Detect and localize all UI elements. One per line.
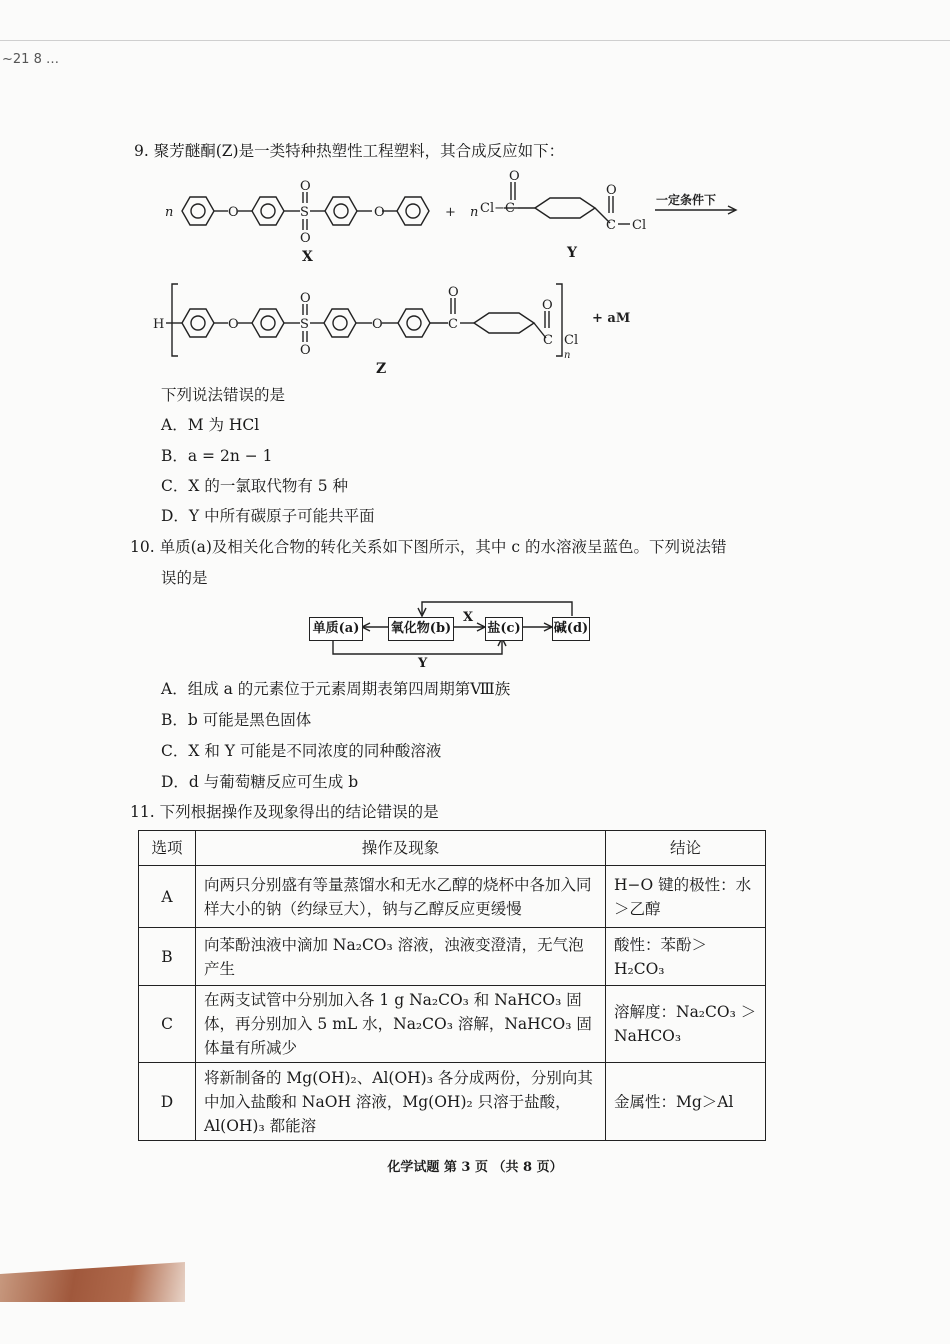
benzene-ring [397,197,429,225]
question-10-text-line2: 误的是 [161,569,208,587]
coefficient-n: n [165,205,174,220]
table-header-row [139,831,766,866]
results-table [138,830,766,1141]
question-10-option-d: D．d 与葡萄糖反应可生成 b [161,773,359,791]
cyclohexane-ring [474,313,534,333]
diagram-label-x: X [463,610,474,625]
diagram-label-y: Y [418,656,428,671]
row-conclusion: 溶解度：Na₂CO₃ ＞ NaHCO₃ [606,986,766,1063]
row-conclusion: 金属性：Mg＞Al [606,1063,766,1141]
benzene-ring [325,197,357,225]
table-row [139,866,766,928]
row-operation: 在两支试管中分别加入各 1 g Na₂CO₃ 和 NaHCO₃ 固体，再分别加入 5 mL 水，Na₂CO₃ 溶解，NaHCO₃ 固体量有所减少 [196,986,606,1063]
row-operation: 向两只分别盛有等量蒸馏水和无水乙醇的烧杯中各加入同样大小的钠（约绿豆大），钠与乙醇反应更缓慢 [196,866,606,928]
box-salt-c: 盐(c) [485,617,523,641]
header-operation: 操作及现象 [196,831,606,866]
question-10-option-a: A．组成 a 的元素位于元素周期表第四周期第Ⅷ族 [161,680,511,698]
cyclohexane-ring [535,198,595,218]
row-conclusion: H−O 键的极性：水＞乙醇 [606,866,766,928]
row-option: A [139,866,196,928]
reaction-product-structure [152,278,672,362]
benzene-ring [324,309,356,337]
page-footer: 化学试题 第 3 页 （共 8 页） [387,1160,563,1175]
svg-text:C: C [543,333,553,348]
svg-text:Cl−C: Cl−C [480,201,515,216]
svg-text:O: O [300,343,311,358]
reaction-condition: 一定条件下 [656,193,717,207]
question-11-text: 下列根据操作及现象得出的结论错误的是 [159,803,439,821]
question-11-stem [130,797,439,827]
question-9-option-c: C．X 的一氯取代物有 5 种 [161,477,349,495]
question-10-option-c: C．X 和 Y 可能是不同浓度的同种酸溶液 [161,742,442,760]
svg-text:O: O [228,317,239,332]
question-9-number: 9. [134,142,149,160]
svg-text:Cl: Cl [632,218,647,233]
svg-text:O: O [509,169,520,184]
end-group-h: H [153,317,165,332]
question-10-number: 10. [130,538,155,556]
polymer-subscript-n: n [564,350,571,361]
label-z: Z [376,361,387,377]
coefficient-n-y: n [470,205,479,220]
header-conclusion: 结论 [606,831,766,866]
row-option: B [139,928,196,986]
byproduct-am: + aM [592,311,631,326]
box-elemental-a: 单质(a) [309,617,363,641]
question-11-number: 11. [130,803,155,821]
header-option: 选项 [139,831,196,866]
svg-text:O: O [542,298,553,313]
box-base-d: 碱(d) [552,617,590,641]
box-oxide-b: 氧化物(b) [388,617,454,641]
table-row [139,986,766,1063]
row-option: D [139,1063,196,1141]
svg-text:C: C [448,317,458,332]
svg-text:S: S [300,205,309,220]
question-10-text-line1: 单质(a)及相关化合物的转化关系如下图所示，其中 c 的水溶液呈蓝色。下列说法错 [159,538,727,556]
page-top-edge [0,40,950,41]
svg-text:O: O [300,179,311,194]
svg-text:O: O [300,291,311,306]
label-y: Y [567,245,577,261]
question-9-option-a: A．M 为 HCl [161,416,260,434]
question-9-text: 聚芳醚酮(Z)是一类特种热塑性工程塑料，其合成反应如下： [153,142,565,160]
row-option: C [139,986,196,1063]
table-row [139,928,766,986]
row-operation: 将新制备的 Mg(OH)₂、Al(OH)₃ 各分成两份，分别向其中加入盐酸和 NaOH 溶液，Mg(OH)₂ 只溶于盐酸，Al(OH)₃ 都能溶 [196,1063,606,1141]
reaction-reactants-structure [160,168,760,268]
background-desk-corner [0,1262,185,1302]
svg-text:S: S [300,317,309,332]
benzene-ring [182,309,214,337]
svg-text:O: O [606,183,617,198]
end-group-cl: Cl [564,333,579,348]
svg-text:O: O [372,317,383,332]
row-operation: 向苯酚浊液中滴加 Na₂CO₃ 溶液，浊液变澄清，无气泡产生 [196,928,606,986]
question-9-option-b: B．a = 2n − 1 [161,447,273,465]
svg-text:O: O [228,205,239,220]
row-conclusion: 酸性：苯酚＞H₂CO₃ [606,928,766,986]
benzene-ring [252,197,284,225]
svg-text:O: O [448,285,459,300]
question-10-option-b: B．b 可能是黑色固体 [161,711,312,729]
question-9-stem [134,136,564,166]
benzene-ring [182,197,214,225]
benzene-ring [398,309,430,337]
svg-text:O: O [374,205,385,220]
svg-text:O: O [300,231,311,246]
label-x: X [302,249,313,265]
svg-text:C: C [606,218,616,233]
benzene-ring [252,309,284,337]
question-9-option-d: D．Y 中所有碳原子可能共平面 [161,507,375,525]
header-scribble: ~21 8 … [2,52,59,67]
plus-sign: + [445,205,456,220]
question-10-stem [130,532,726,562]
table-row [139,1063,766,1141]
question-9-prompt: 下列说法错误的是 [161,386,286,404]
